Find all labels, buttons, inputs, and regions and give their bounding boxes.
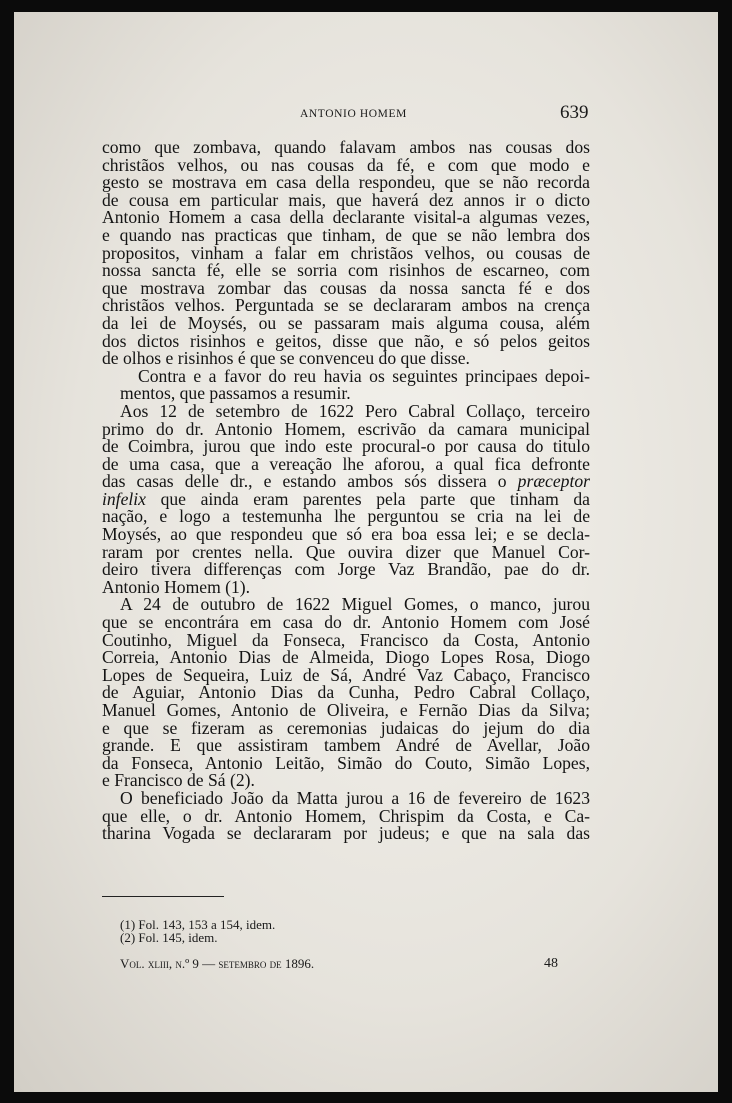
- text-line: que se encontrára em casa do dr. Antonio Homem com José: [102, 612, 590, 633]
- text-line: e quando nas practicas que tinham, de que se não lembra dos: [102, 224, 590, 245]
- signature-mark: 48: [544, 956, 558, 971]
- text-line: da lei de Moysés, ou se passaram mais alguma cousa, além: [102, 312, 590, 333]
- text-line: mentos, que passamos a resumir.: [120, 383, 351, 404]
- text-line: Antonio Homem (1).: [102, 576, 251, 597]
- text-line: que elle, o dr. Antonio Homem, Chrispim da Costa, e Ca-: [102, 805, 590, 826]
- footnote: (2) Fol. 145, idem.: [120, 930, 218, 945]
- text-line: da Fonseca, Antonio Leitão, Simão do Couto, Simão Lopes,: [102, 752, 590, 773]
- text-line: de uma casa, que a vereação lhe aforou, a qual fica defronte: [102, 453, 590, 474]
- text-line: propositos, vinham a falar em christãos velhos, ou cousas de: [102, 242, 590, 263]
- text-line: raram por crentes nella. Que ouvira dizer que Manuel Cor-: [102, 541, 590, 562]
- text-line: O beneficiado João da Matta jurou a 16 de fevereiro de 1623: [120, 787, 590, 808]
- text-line: A 24 de outubro de 1622 Miguel Gomes, o manco, jurou: [120, 594, 590, 615]
- italic-term: infelix: [102, 488, 146, 509]
- text-fragment: que ainda eram parentes pela parte que tinham da: [160, 488, 590, 509]
- text-line: dos dictos risinhos e geitos, disse que não, e só pelos geitos: [102, 330, 590, 351]
- text-line: de Aguiar, Antonio Dias da Cunha, Pedro Cabral Collaço,: [102, 682, 590, 703]
- footnote-rule: [102, 896, 224, 897]
- text-line: nossa sancta fé, elle se sorria com risinhos de escarneo, com: [102, 260, 590, 281]
- italic-term: præceptor: [517, 471, 590, 492]
- text-line: grande. E que assistiram tambem André de Avellar, João: [102, 735, 590, 756]
- text-line: christãos velhos, ou nas cousas da fé, e com que modo e: [102, 154, 590, 175]
- page-footer: [120, 956, 560, 976]
- text-line: Antonio Homem a casa della declarante visital-a algumas vezes,: [102, 207, 590, 228]
- text-line: de olhos e risinhos é que se convenceu do que disse.: [102, 348, 470, 369]
- text-line: Coutinho, Miguel da Fonseca, Francisco da Costa, Antonio: [102, 629, 590, 650]
- text-line: Manuel Gomes, Antonio de Oliveira, e Fernão Dias da Silva;: [102, 700, 590, 720]
- paragraph: [102, 400, 590, 597]
- body-text: [102, 139, 590, 843]
- text-line: de cousa em particular mais, que haverá dez annos ir o dicto: [102, 189, 590, 210]
- page-number: 639: [560, 102, 589, 123]
- document-page: [14, 12, 718, 1092]
- footnote: (1) Fol. 143, 153 a 154, idem.: [120, 917, 276, 932]
- text-line: que mostrava zombar das cousas da nossa sancta fé e dos: [102, 277, 590, 298]
- text-fragment: das casas delle dr., e estando ambos sós dissera o: [102, 471, 518, 492]
- paragraph: [102, 787, 590, 844]
- text-line: Correia, Antonio Dias de Almeida, Diogo Lopes Rosa, Diogo: [102, 647, 590, 668]
- page-header: [14, 102, 718, 128]
- text-line: de Coimbra, jurou que indo este procural-o por causa do titulo: [102, 436, 590, 457]
- paragraph: [102, 365, 590, 404]
- text-line: deiro tivera differenças com Jorge Vaz Brandão, pae do dr.: [102, 559, 590, 580]
- text-line: primo do dr. Antonio Homem, escrivão da camara municipal: [102, 418, 590, 439]
- text-line: e que se fizeram as ceremonias judaicas do jejum do dia: [102, 717, 590, 738]
- text-line: e Francisco de Sá (2).: [102, 770, 255, 791]
- text-line: Contra e a favor do reu havia os seguintes principaes depoi-: [138, 365, 590, 386]
- text-line: Moysés, ao que respondeu que só era boa essa lei; e se decla-: [102, 524, 590, 545]
- text-line: Aos 12 de setembro de 1622 Pero Cabral Collaço, terceiro: [120, 400, 590, 421]
- text-line: nação, e logo a testemunha lhe perguntou se cria na lei de: [102, 506, 590, 527]
- running-title: ANTONIO HOMEM: [300, 108, 407, 120]
- text-line: gesto se mostrava em casa della respondeu, que se não recorda: [102, 172, 590, 193]
- text-line: christãos velhos. Perguntada se se declararam ambos na crença: [102, 295, 590, 316]
- text-line: como que zombava, quando falavam ambos nas cousas dos: [102, 137, 590, 157]
- footnotes: [120, 918, 480, 944]
- paragraph: [102, 596, 590, 790]
- volume-line: Vol. xliii, n.º 9 — setembro de 1896.: [120, 956, 315, 971]
- text-line: Lopes de Sequeira, Luiz de Sá, André Vaz Cabaço, Francisco: [102, 664, 590, 685]
- text-line: tharina Vogada se declararam por judeus; e que na sala das: [102, 823, 590, 844]
- paragraph: [102, 139, 590, 368]
